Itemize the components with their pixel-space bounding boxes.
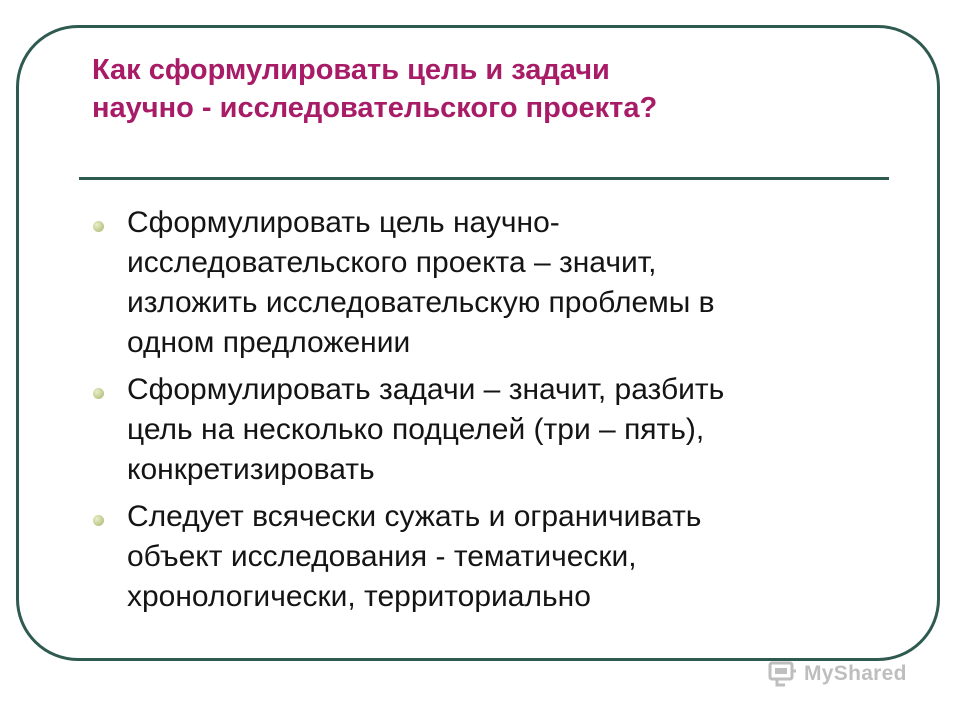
myshared-logo-icon [768, 660, 798, 688]
bullet-text-line: конкретизировать [127, 453, 375, 486]
bullet-item [90, 497, 880, 617]
bullet-text-line: изложить исследовательскую проблемы в [127, 286, 715, 319]
bullet-text-line: исследовательского проекта – значит, [127, 246, 657, 279]
title-divider [79, 177, 889, 180]
slide-title [92, 51, 892, 127]
slide-title-line: Как сформулировать цель и задачи [92, 54, 610, 86]
bullet-item [90, 370, 880, 490]
bullet-dot-icon [93, 388, 104, 399]
bullet-text-line: одном предложении [127, 326, 411, 359]
bullet-dot-icon [93, 515, 104, 526]
bullet-text-line: Сформулировать задачи – значит, разбить [127, 373, 725, 406]
watermark [768, 658, 907, 690]
bullet-text-line: хронологически, территориально [127, 580, 591, 613]
bullet-text-line: цель на несколько подцелей (три – пять), [127, 413, 705, 446]
bullet-text-line: объект исследования - тематически, [127, 540, 637, 573]
slide-title-line: научно - исследовательского проекта? [92, 92, 658, 124]
bullet-text-line: Сформулировать цель научно- [127, 206, 560, 239]
bullet-text-line: Следует всячески сужать и ограничивать [127, 500, 702, 533]
watermark-text: MyShared [804, 662, 907, 685]
bullet-dot-icon [93, 221, 104, 232]
bullet-list [90, 203, 880, 624]
bullet-item [90, 203, 880, 363]
